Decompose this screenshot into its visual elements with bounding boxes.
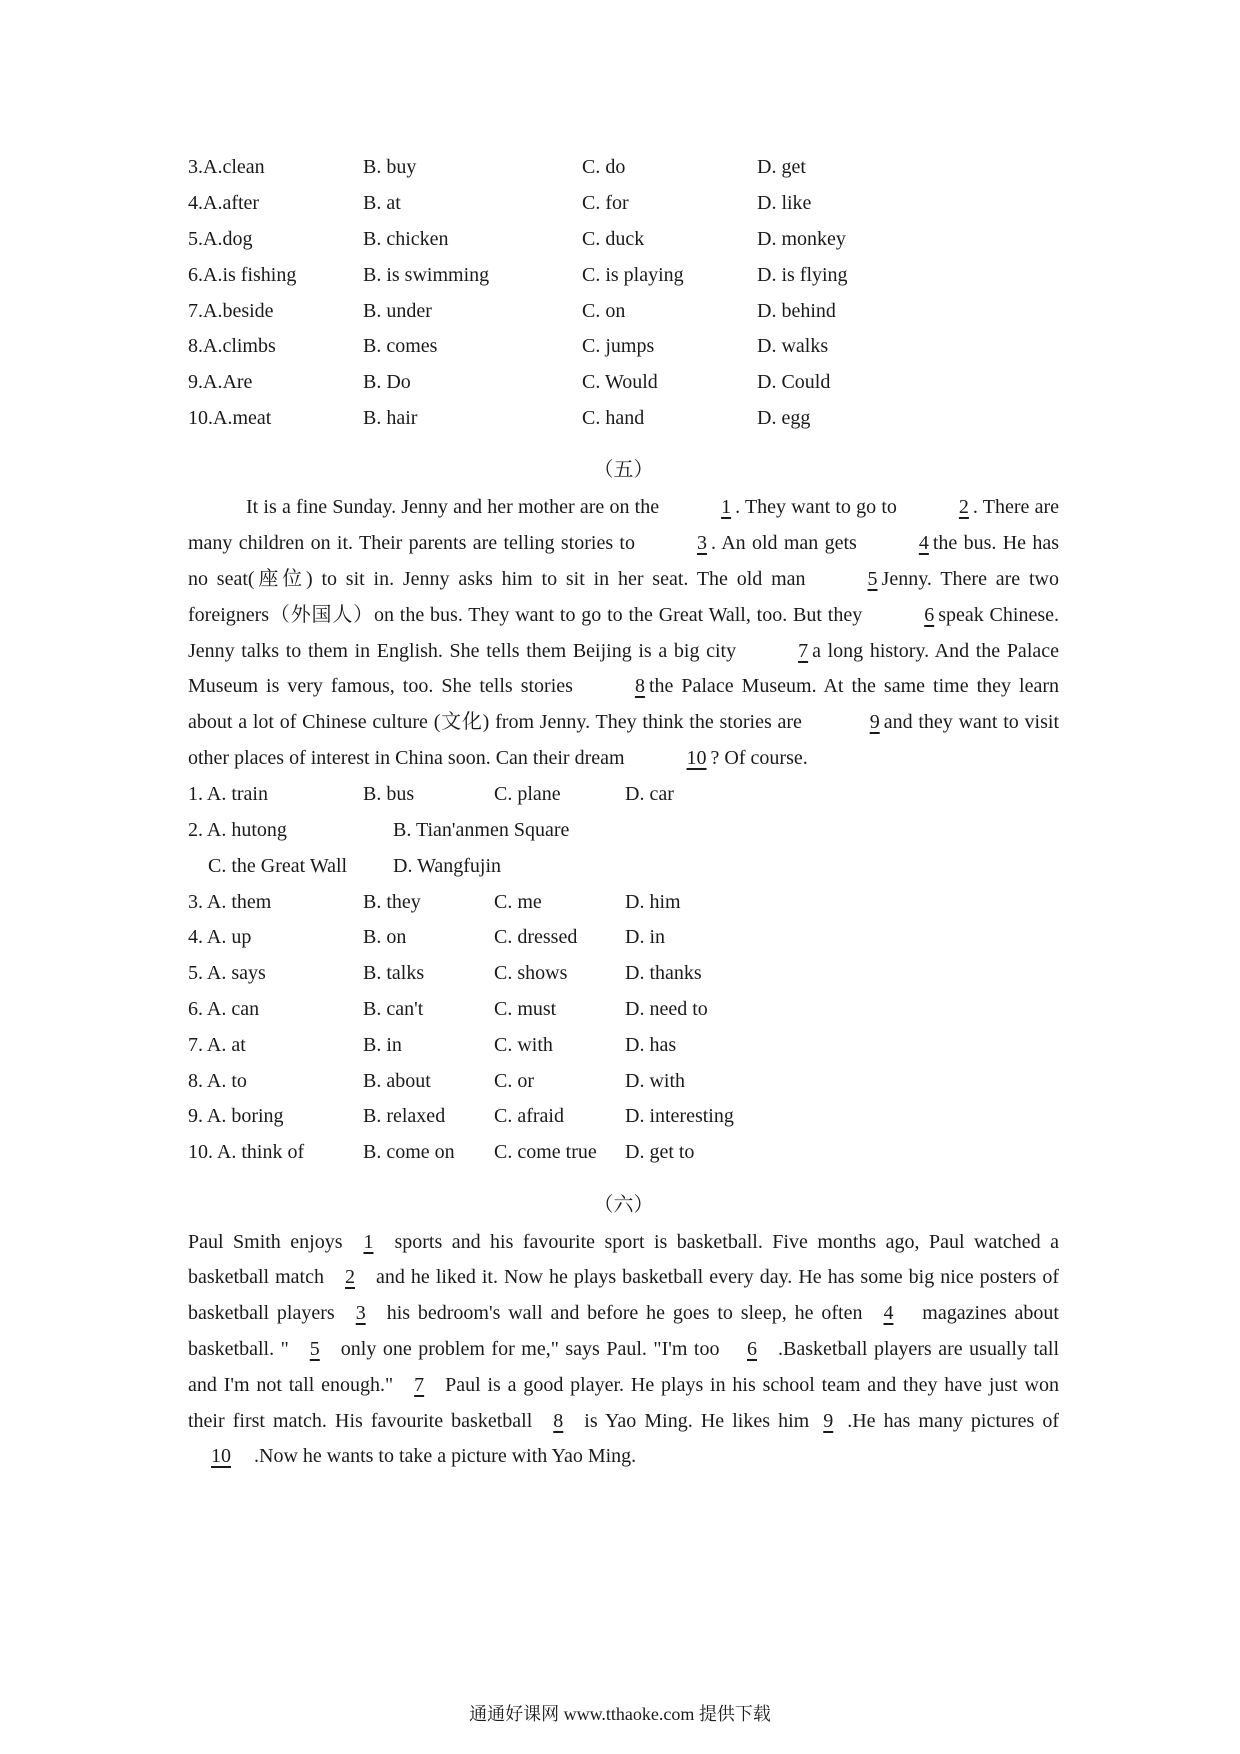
blank-number: 1 [721, 496, 732, 519]
section5-heading: （五） [593, 459, 654, 482]
option-row [188, 1027, 1059, 1063]
option: 1. A. train [188, 783, 268, 806]
passage-text: . There are many children on it. Their parents are telling stories to [188, 496, 1059, 555]
section6-passage [188, 1225, 1059, 1476]
blank-number: 1 [363, 1230, 374, 1253]
option-row [188, 401, 1059, 437]
option: B. bus [363, 783, 415, 806]
option-row [188, 920, 1059, 956]
section5-passage [188, 490, 1059, 776]
option: C. jumps [582, 335, 655, 358]
option: C. shows [494, 962, 568, 985]
option: D. walks [757, 335, 829, 358]
blank-number: 9 [823, 1409, 834, 1432]
passage-text: speak Chinese. Jenny talks to them in English. She tells them Beijing is a big city [188, 603, 1059, 662]
option: 9.A.Are [188, 371, 253, 394]
blank-number: 3 [696, 532, 707, 555]
option-row [188, 365, 1059, 401]
blank-number: 5 [309, 1337, 320, 1360]
blank-number: 6 [747, 1337, 758, 1360]
option: D. has [625, 1033, 677, 1056]
option: C. afraid [494, 1105, 564, 1128]
option: B. in [363, 1033, 402, 1056]
option: D. need to [625, 997, 708, 1020]
option: C. with [494, 1033, 553, 1056]
option: 8.A.climbs [188, 335, 276, 358]
blank-number: 3 [355, 1302, 366, 1325]
blank-number: 8 [553, 1409, 564, 1432]
option: D. with [625, 1069, 685, 1092]
blank-number: 9 [869, 711, 880, 734]
passage-text: .Now he wants to take a picture with Yao Ming. [254, 1445, 637, 1468]
passage-text: sports and his favourite sport is basketball. Five months ago, Paul watched a basketball match [188, 1230, 1059, 1289]
option: C. duck [582, 227, 645, 250]
option-row [188, 1135, 1059, 1171]
option: D. get [757, 156, 806, 179]
blank-number: 10 [686, 746, 707, 769]
option: C. plane [494, 783, 561, 806]
option-row [188, 1063, 1059, 1099]
blank-number: 5 [867, 567, 878, 590]
option: C. must [494, 997, 557, 1020]
passage-text: .He has many pictures of [847, 1409, 1060, 1432]
passage-text: only one problem for me," says Paul. "I'm too [340, 1337, 727, 1360]
option: B. relaxed [363, 1105, 446, 1128]
option: B. come on [363, 1141, 455, 1164]
option: D. him [625, 890, 681, 913]
option: 9. A. boring [188, 1105, 284, 1128]
option: C. is playing [582, 263, 684, 286]
option-row [188, 848, 1059, 884]
option: B. comes [363, 335, 438, 358]
section4-options [188, 150, 1059, 436]
blank-number: 7 [414, 1373, 425, 1396]
option: 6.A.is fishing [188, 263, 297, 286]
option: B. Do [363, 371, 411, 394]
option: D. egg [757, 406, 811, 429]
option: 6. A. can [188, 997, 260, 1020]
section5-options [188, 777, 1059, 1171]
option: 4.A.after [188, 192, 260, 215]
option: D. interesting [625, 1105, 734, 1128]
blank-number: 10 [211, 1445, 231, 1468]
option: 3.A.clean [188, 156, 265, 179]
option-row [188, 777, 1059, 813]
option: B. about [363, 1069, 431, 1092]
option: B. hair [363, 406, 418, 429]
option: D. get to [625, 1141, 695, 1164]
passage-text: the Palace Museum. At the same time they learn about a lot of Chinese culture (文化) from Jenny. They think the stories are [188, 675, 1060, 734]
option: B. on [363, 926, 407, 949]
option: C. do [582, 156, 626, 179]
passage-text: Paul Smith enjoys [188, 1230, 343, 1253]
passage-text: Jenny. There are two foreigners（外国人）on the bus. They want to go to the Great Wall, too. But they [188, 567, 1059, 626]
option-row [188, 186, 1059, 222]
option: C. hand [582, 406, 645, 429]
blank-number: 7 [798, 639, 809, 662]
option: 2. A. hutong [188, 818, 287, 841]
option: B. Tian'anmen Square [393, 818, 570, 841]
page-content [188, 150, 1059, 1475]
option: D. is flying [757, 263, 848, 286]
passage-text: It is a fine Sunday. Jenny and her mother are on the [246, 496, 660, 519]
option: B. they [363, 890, 421, 913]
option: 7.A.beside [188, 299, 274, 322]
page-footer: 通通好课网 www.tthaoke.com 提供下载 [469, 1704, 771, 1724]
option: 3. A. them [188, 890, 272, 913]
option: D. car [625, 783, 674, 806]
passage-text: is Yao Ming. He likes him [584, 1409, 810, 1432]
option: 10.A.meat [188, 406, 272, 429]
option: 4. A. up [188, 926, 252, 949]
blank-number: 6 [924, 603, 935, 626]
option-row [188, 1099, 1059, 1135]
option: D. monkey [757, 227, 846, 250]
option: B. chicken [363, 227, 449, 250]
passage-text: . An old man gets [710, 532, 857, 555]
option: C. on [582, 299, 626, 322]
option: D. in [625, 926, 665, 949]
option: C. me [494, 890, 542, 913]
option: C. for [582, 192, 629, 215]
option: D. thanks [625, 962, 702, 985]
option: C. or [494, 1069, 534, 1092]
option-row [188, 222, 1059, 258]
passage-text: and they want to visit other places of interest in China soon. Can their dream [188, 711, 1060, 769]
option: D. like [757, 192, 812, 215]
option: B. under [363, 299, 432, 322]
option: B. at [363, 192, 401, 215]
option: C. dressed [494, 926, 578, 949]
blank-number: 4 [918, 532, 929, 555]
option: D. behind [757, 299, 836, 322]
option: D. Could [757, 371, 831, 394]
blank-number: 2 [958, 496, 969, 519]
passage-text: his bedroom's wall and before he goes to sleep, he often [386, 1302, 863, 1325]
option-row [188, 329, 1059, 365]
blank-number: 4 [883, 1302, 894, 1325]
passage-text: .Basketball players are usually tall and I'm not tall enough." [188, 1337, 1060, 1396]
option: C. come true [494, 1141, 597, 1164]
option: C. Would [582, 371, 658, 394]
option-row [188, 150, 1059, 186]
blank-number: 2 [345, 1266, 355, 1289]
passage-text: and he liked it. Now he plays basketball every day. He has some big nice posters of basketball players [188, 1266, 1059, 1325]
passage-text: ? Of course. [710, 746, 808, 769]
option: B. is swimming [363, 263, 490, 286]
passage-text: Paul is a good player. He plays in his school team and they have just won their first match. His favourite basketball [188, 1373, 1059, 1432]
option: 5.A.dog [188, 227, 253, 250]
option-row [188, 956, 1059, 992]
option: 7. A. at [188, 1033, 246, 1056]
option: D. Wangfujin [393, 854, 502, 877]
option: B. talks [363, 962, 425, 985]
passage-text: magazines about basketball. " [188, 1302, 1059, 1360]
section6-heading: （六） [593, 1193, 654, 1216]
option: 5. A. says [188, 962, 266, 985]
option-row [188, 293, 1059, 329]
option-row [188, 884, 1059, 920]
blank-number: 8 [634, 675, 645, 698]
option: B. can't [363, 997, 424, 1020]
option: B. buy [363, 156, 417, 179]
option-row [188, 257, 1059, 293]
passage-text: the bus. He has no seat(座位) to sit in. Jenny asks him to sit in her seat. The old man [188, 532, 1059, 590]
option: 8. A. to [188, 1069, 247, 1092]
option: 10. A. think of [188, 1141, 305, 1164]
option: C. the Great Wall [208, 854, 348, 877]
passage-text: a long history. And the Palace Museum is very famous, too. She tells stories [188, 639, 1060, 698]
option-row [188, 813, 1059, 849]
passage-text: . They want to go to [735, 496, 897, 519]
option-row [188, 992, 1059, 1028]
